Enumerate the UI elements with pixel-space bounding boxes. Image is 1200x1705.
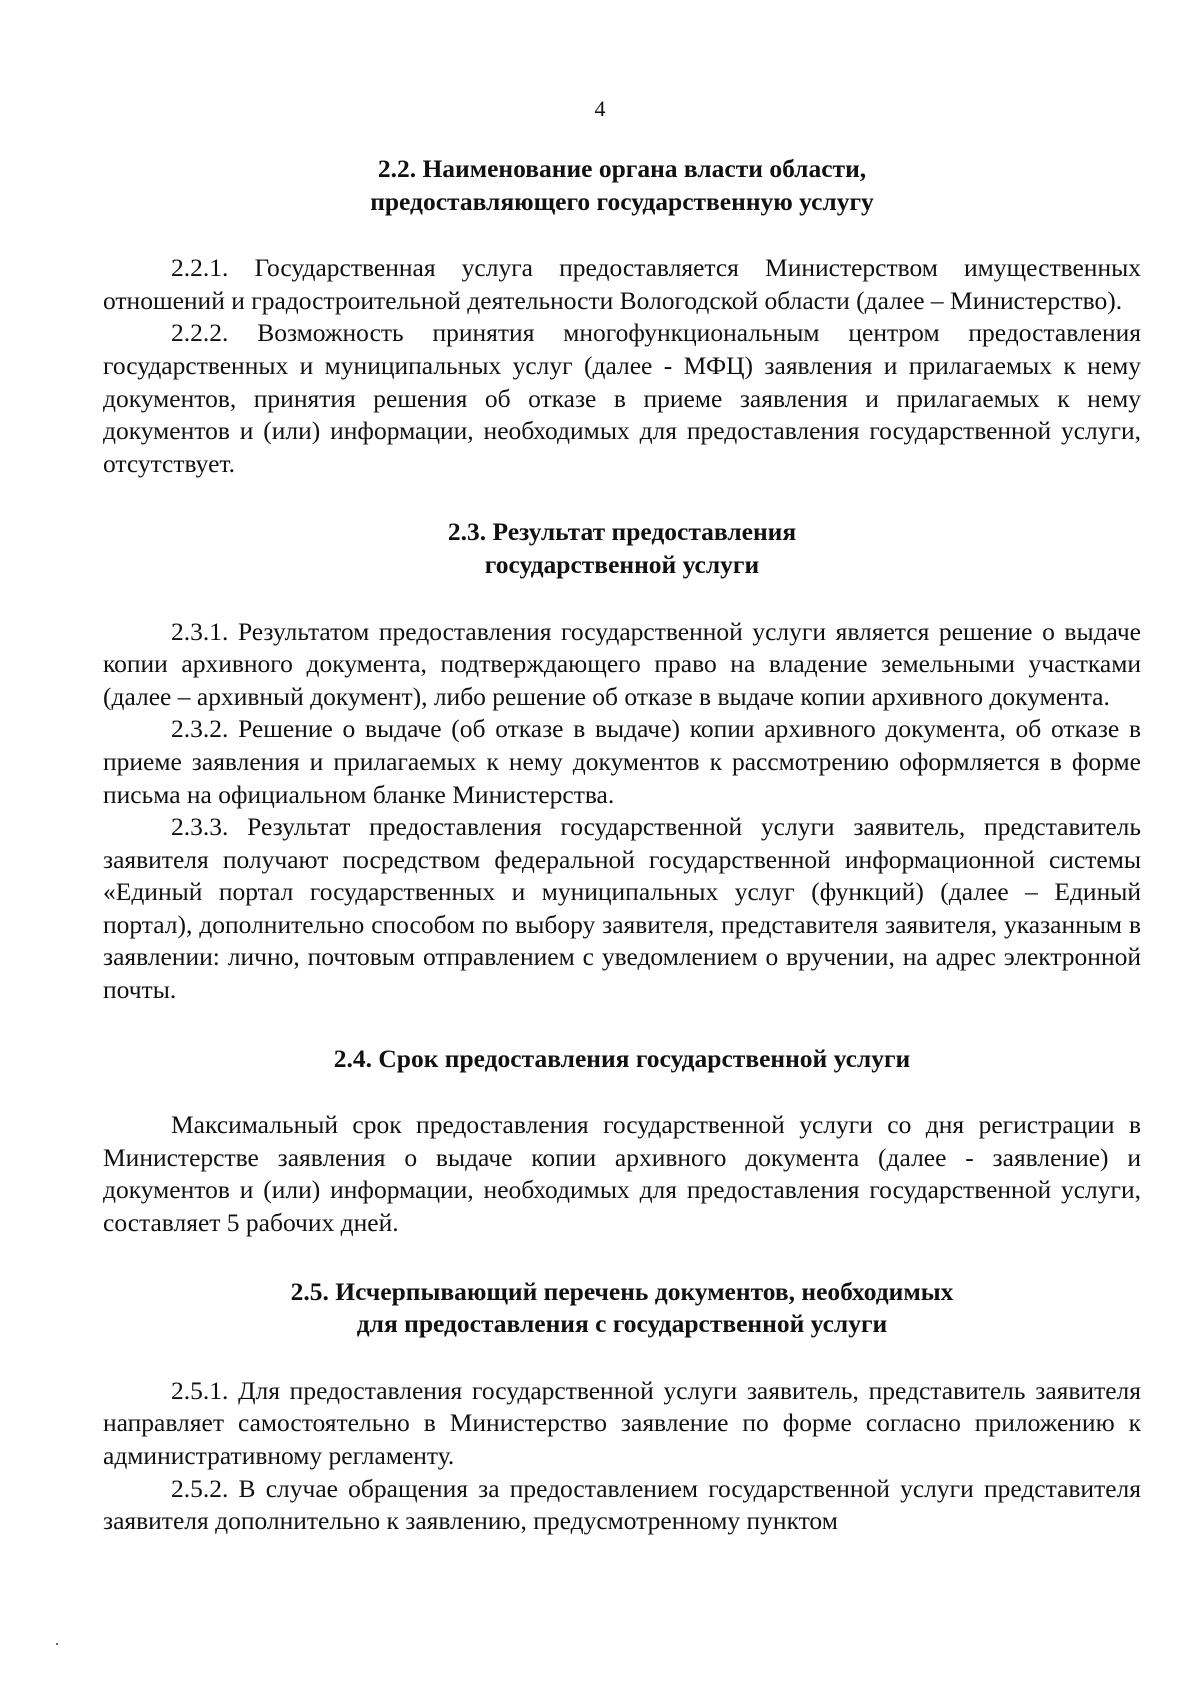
paragraph-2-3-3: 2.3.3. Результат предоставления государственной услуги заявитель, представитель заявителя получают посредством федеральной государственной информационной системы «Единый портал государственных и муниципальных услуг (функций) (далее – Единый портал), дополнительно способом по выбору заявителя, представителя заявителя, указанным в заявлении: лично, почтовым отправлением с уведомлением о вручении, на адрес электронной почты. — [103, 812, 1141, 1005]
paragraph-2-5-2: 2.5.2. В случае обращения за предоставлением государственной услуги представителя заявителя дополнительно к заявлению, предусмотренному пунктом — [103, 1473, 1141, 1536]
section-heading-2-5 — [103, 1276, 1141, 1341]
heading-line: 2.2. Наименование органа власти области, — [377, 154, 867, 183]
section-heading-2-4 — [103, 1043, 1141, 1076]
page-number: 4 — [594, 96, 606, 121]
heading-line: 2.3. Результат предоставления — [447, 517, 797, 547]
paragraph-2-3-1: 2.3.1. Результатом предоставления государственной услуги является решение о выдаче копии архивного документа, подтверждающего право на владение земельными участками (далее – архивный документ), либо решение об отказе в выдаче копии архивного документа. — [103, 616, 1141, 711]
heading-line: 2.5. Исчерпывающий перечень документов, необходимых — [290, 1276, 954, 1306]
scan-speck — [56, 1643, 58, 1645]
paragraph-2-4: Максимальный срок предоставления государственной услуги со дня регистрации в Министерстве заявления о выдаче копии архивного документа (далее - заявление) и документов и (или) информации, необходимых для предоставления государственной услуги, составляет 5 рабочих дней. — [103, 1110, 1141, 1238]
section-heading-2-3 — [103, 516, 1141, 581]
document-body — [103, 153, 1141, 1538]
heading-line: государственной услуги — [484, 549, 760, 579]
paragraph-2-2-2: 2.2.2. Возможность принятия многофункциональным центром предоставления государственных и муниципальных услуг (далее - МФЦ) заявления и прилагаемых к нему документов, принятия решения об отказе в приеме заявления и прилагаемых к нему документов и (или) информации, необходимых для предоставления государственной услуги, отсутствует. — [103, 318, 1141, 478]
heading-line: для предоставления с государственной услуги — [356, 1309, 888, 1339]
heading-line: 2.4. Срок предоставления государственной услуги — [333, 1043, 911, 1073]
paragraph-2-3-2: 2.3.2. Решение о выдаче (об отказе в выдаче) копии архивного документа, об отказе в приеме заявления и прилагаемых к нему документов к рассмотрению оформляется в форме письма на официальном бланке Министерства. — [103, 714, 1141, 809]
paragraph-2-5-1: 2.5.1. Для предоставления государственной услуги заявитель, представитель заявителя направляет самостоятельно в Министерство заявление по форме согласно приложению к административному регламенту. — [103, 1375, 1141, 1470]
heading-line: предоставляющего государственную услугу — [370, 186, 874, 216]
paragraph-2-2-1: 2.2.1. Государственная услуга предоставляется Министерством имущественных отношений и градостроительной деятельности Вологодской области (далее – Министерство). — [103, 253, 1141, 315]
section-heading-2-2 — [103, 153, 1141, 218]
